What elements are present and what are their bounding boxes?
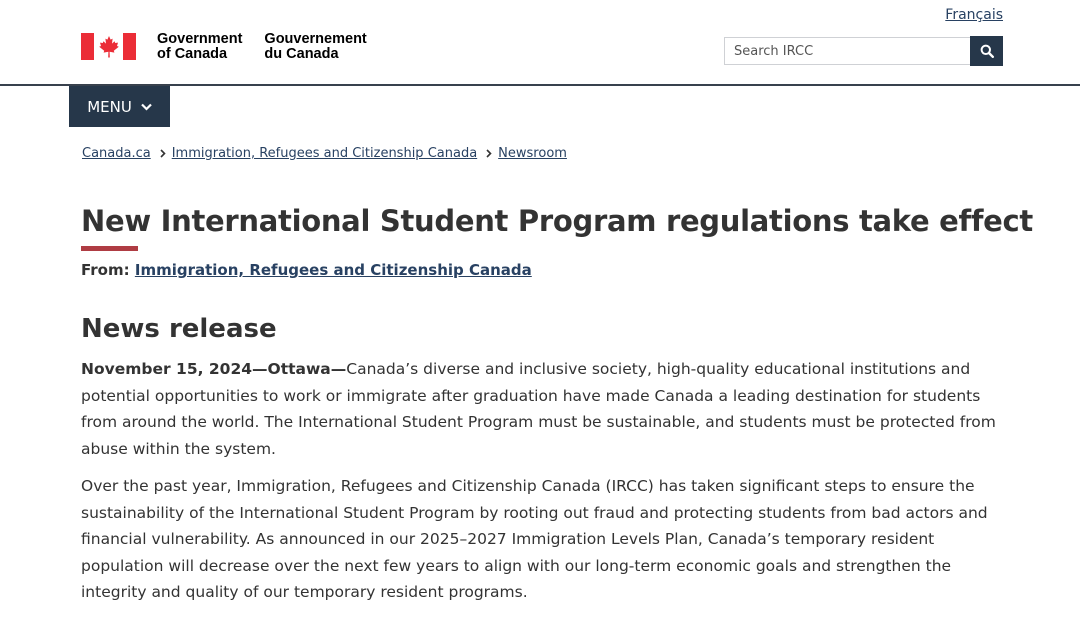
page-title: New International Student Program regulations take effect (81, 204, 1033, 238)
language-toggle-link[interactable]: Français (945, 7, 1003, 23)
breadcrumb-link-newsroom[interactable]: Newsroom (498, 146, 567, 161)
section-heading: News release (81, 314, 277, 344)
search-form (724, 37, 1003, 66)
menu-button[interactable] (69, 86, 170, 127)
government-of-canada-logo[interactable] (81, 32, 389, 62)
site-header (0, 0, 1080, 86)
from-department-link[interactable]: Immigration, Refugees and Citizenship Canada (134, 261, 532, 279)
wordmark-english: Government of Canada (157, 31, 243, 62)
canada-flag-icon (81, 33, 136, 60)
breadcrumb (82, 146, 567, 161)
chevron-down-icon (141, 103, 152, 111)
from-label: From: (81, 261, 130, 279)
search-icon (980, 44, 994, 58)
title-underline-rule (81, 246, 138, 251)
chevron-right-icon (486, 149, 492, 158)
search-input[interactable] (724, 37, 970, 65)
government-wordmark (157, 32, 389, 62)
chevron-right-icon (160, 149, 166, 158)
breadcrumb-link-canada[interactable]: Canada.ca (82, 146, 151, 161)
wordmark-french: Gouvernement du Canada (264, 31, 367, 62)
paragraph: Over the past year, Immigration, Refugees and Citizenship Canada (IRCC) has taken significant steps to ensure the sustainability of the International Student Program by rooting out fraud and protecting students from bad actors and financial vulnerability. As announced in our 2025–2027 Immigration Levels Plan, Canada’s temporary resident population will decrease over the next few years to align with our long-term economic goals and strengthen the integrity and quality of our temporary resident programs. (81, 477, 988, 601)
article-body (81, 356, 1011, 617)
from-line (81, 261, 532, 279)
breadcrumb-link-ircc[interactable]: Immigration, Refugees and Citizenship Canada (171, 146, 478, 161)
paragraph: November 15, 2024—Ottawa—Canada’s diverse and inclusive society, high-quality educational institutions and potential opportunities to work or immigrate after graduation have made Canada a leading destination for students from around the world. The International Student Program must be sustainable, and students must be protected from abuse within the system. (81, 360, 996, 458)
menu-label: MENU (87, 97, 132, 116)
search-button[interactable] (970, 36, 1003, 66)
dateline: November 15, 2024—Ottawa— (81, 360, 347, 378)
